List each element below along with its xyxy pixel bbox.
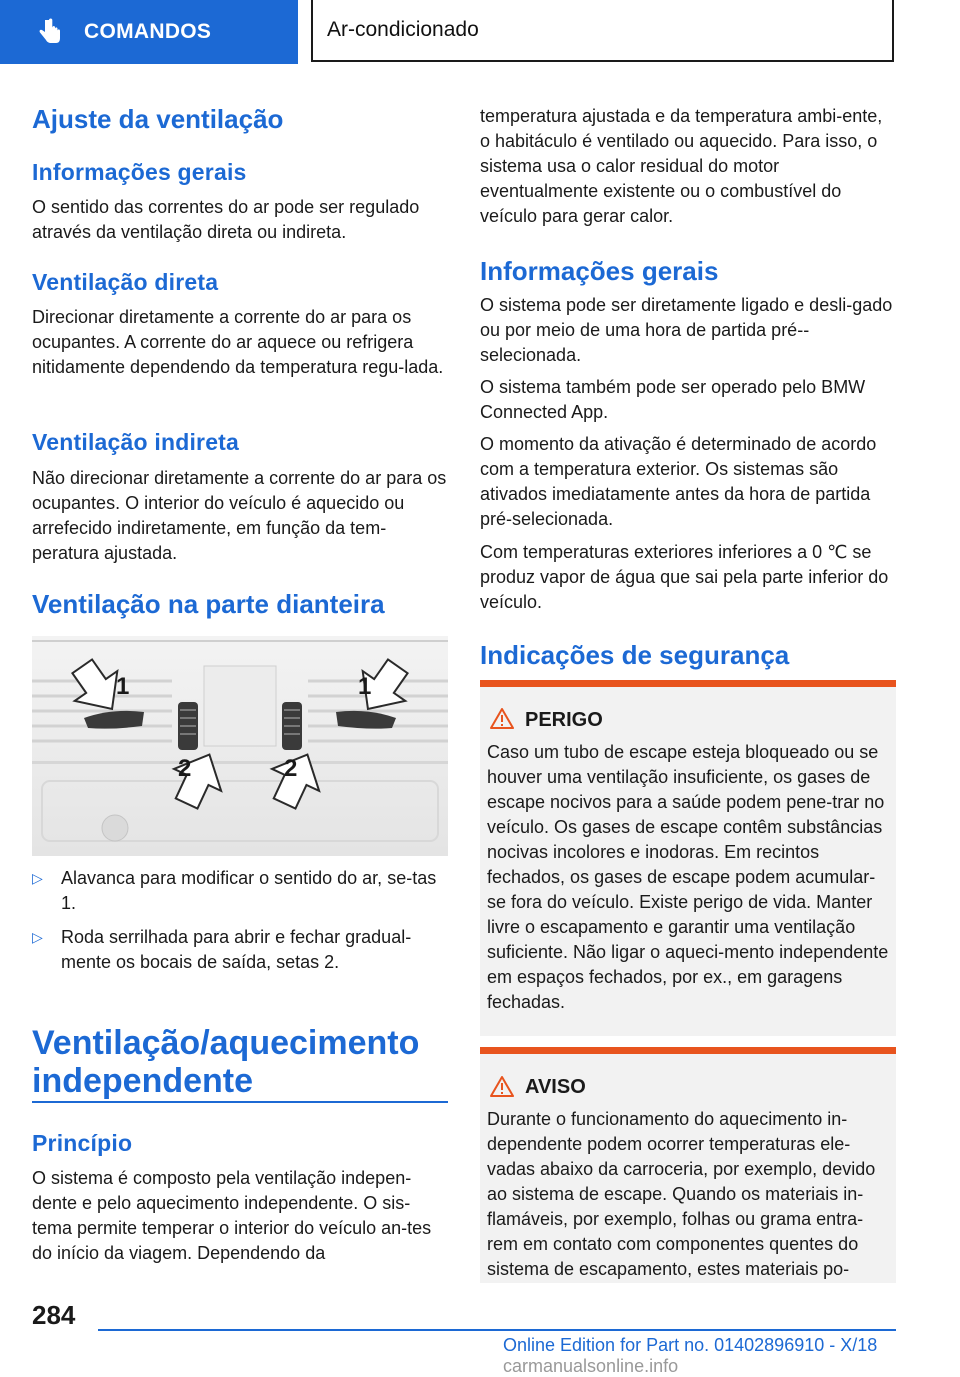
notice-title: AVISO xyxy=(525,1076,586,1098)
heading-principio: Princípio xyxy=(32,1130,133,1156)
front-vents-illustration xyxy=(32,636,448,856)
list-item xyxy=(32,925,448,975)
list-item xyxy=(32,866,448,916)
heading-info-gerais: Informações gerais xyxy=(32,159,247,185)
notice-bar xyxy=(480,1047,896,1054)
paragraph-r4: Com temperaturas exteriores inferiores a 0 ℃ se produz vapor de água que sai pela parte inferior do veículo. xyxy=(480,542,889,612)
heading-independente: Ventilação/aquecimento independente xyxy=(32,1024,420,1100)
paragraph-indireta: Não direcionar diretamente a corrente do ar para os ocupantes. O interior do veículo é aquecido ou arrefecido indiretamente, em função da tem-peratura ajustada. xyxy=(32,468,447,563)
section-title: Ar-condicionado xyxy=(327,18,479,41)
paragraph-r1: O sistema pode ser diretamente ligado e desli-gado ou por meio de uma hora de partida pré--selecionada. xyxy=(480,295,893,365)
heading-direta: Ventilação direta xyxy=(32,269,219,295)
notice-box xyxy=(480,1047,896,1283)
section-title-box xyxy=(311,0,894,62)
danger-title: PERIGO xyxy=(525,709,603,731)
hand-pointer-icon xyxy=(38,17,68,47)
danger-box xyxy=(480,680,896,1036)
notice-body: Durante o funcionamento do aquecimento in-dependente podem ocorrer temperaturas ele-vadas abaixo da carroceria, por exemplo, devido ao sistema de escape. Quando os materiais in-flamáveis, por exemplo, folhas ou grama entra-rem em contato com componentes quentes do sistema de escapamento, estes materiais po- xyxy=(487,1109,876,1279)
page-number: 284 xyxy=(32,1300,76,1330)
illus-label-2-right: 2 xyxy=(284,755,298,782)
paragraph-r2: O sistema também pode ser operado pelo BMW Connected App. xyxy=(480,377,866,422)
illus-label-2-left: 2 xyxy=(178,755,192,782)
warning-triangle-icon xyxy=(490,1075,514,1097)
edition-text: Online Edition for Part no. 01402896910 - X/18 xyxy=(503,1335,878,1355)
heading-indireta: Ventilação indireta xyxy=(32,429,240,455)
watermark-text: carmanualsonline.info xyxy=(503,1356,679,1376)
list-item-text: Alavanca para modificar o sentido do ar, se-tas 1. xyxy=(61,868,437,913)
danger-bar xyxy=(480,680,896,687)
heading-ajuste: Ajuste da ventilação xyxy=(32,104,284,134)
paragraph-r3: O momento da ativação é determinado de acordo com a temperatura exterior. Os sistemas são ativados imediatamente antes da hora de partida pré-selecionada. xyxy=(480,434,877,529)
chapter-tab[interactable] xyxy=(0,0,298,64)
chapter-title: COMANDOS xyxy=(84,20,212,43)
triangle-bullet-icon: ▷ xyxy=(32,929,43,945)
illus-label-1-left: 1 xyxy=(116,673,130,700)
list-item-text: Roda serrilhada para abrir e fechar gradual-mente os bocais de saída, setas 2. xyxy=(61,927,412,972)
heading-parte-dianteira: Ventilação na parte dianteira xyxy=(32,589,385,619)
footer-text xyxy=(503,1335,960,1377)
danger-body: Caso um tubo de escape esteja bloqueado ou se houver uma ventilação insuficiente, os gases de escape nocivos para a saúde podem pene-trar no veículo. Os gases de escape contêm substâncias nocivas incolores e inodoras. Em recintos fechados, os gases de escape podem acumular-se fora do veículo. Existe perigo de vida. Manter livre o escapamento e garantir uma ventilação suficiente. Não ligar o aqueci-mento independente em espaços fechados, por ex., em garagens fechadas. xyxy=(487,742,889,1012)
triangle-bullet-icon: ▷ xyxy=(32,870,43,886)
paragraph-direta: Direcionar diretamente a corrente do ar para os ocupantes. A corrente do ar aquece ou refrigera nitidamente dependendo da temperatura regu-lada. xyxy=(32,307,444,377)
warning-triangle-icon xyxy=(490,707,514,729)
paragraph-info: O sentido das correntes do ar pode ser regulado através da ventilação direta ou indireta. xyxy=(32,197,420,242)
heading-seguranca: Indicações de segurança xyxy=(480,640,790,670)
paragraph-principio: O sistema é composto pela ventilação indepen-dente e pelo aquecimento independente. O sis-tema permite temperar o interior do veículo an-tes do início da viagem. Dependendo da xyxy=(32,1168,432,1263)
paragraph-continuation: temperatura ajustada e da temperatura ambi-ente, o habitáculo é ventilado ou aquecido. Para isso, o sistema usa o calor residual do motor eventualmente existente ou o combustível do veículo para gerar calor. xyxy=(480,106,883,226)
heading-info-gerais-2: Informações gerais xyxy=(480,256,719,286)
illus-label-1-right: 1 xyxy=(358,673,372,700)
heading-rule xyxy=(32,1101,448,1103)
footer-rule xyxy=(98,1329,896,1331)
